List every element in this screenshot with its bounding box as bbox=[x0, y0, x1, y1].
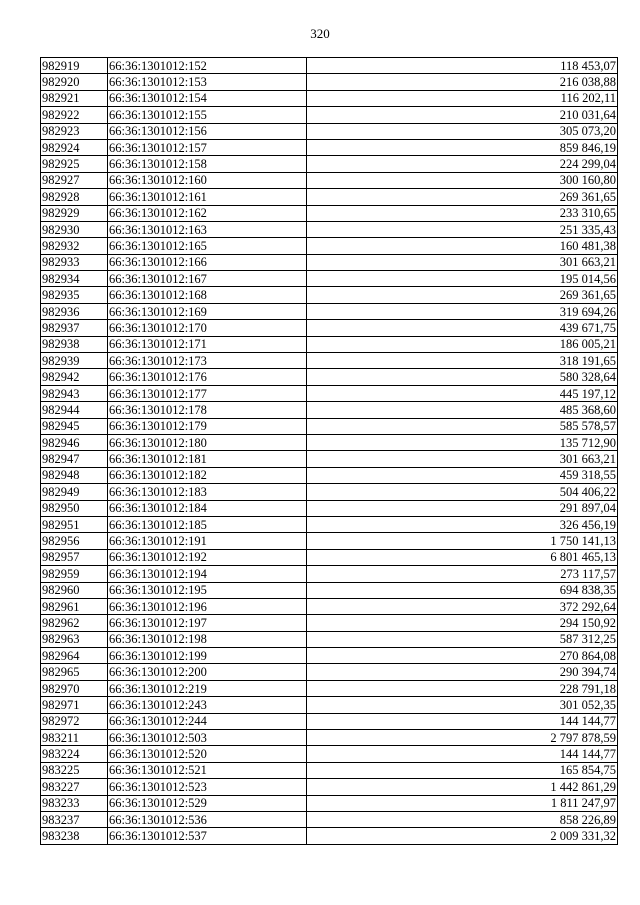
record-id-cell: 982934 bbox=[41, 271, 108, 287]
record-id-cell: 982949 bbox=[41, 484, 108, 500]
page-number: 320 bbox=[310, 26, 330, 41]
value-cell: 318 191,65 bbox=[307, 353, 618, 369]
value-cell: 186 005,21 bbox=[307, 336, 618, 352]
record-id-cell: 983224 bbox=[41, 746, 108, 762]
cadastral-number-cell: 66:36:1301012:173 bbox=[108, 353, 307, 369]
cadastral-number-cell: 66:36:1301012:521 bbox=[108, 762, 307, 778]
table-row bbox=[41, 107, 618, 123]
value-cell: 300 160,80 bbox=[307, 172, 618, 188]
table-row bbox=[41, 139, 618, 155]
record-id-cell: 982933 bbox=[41, 254, 108, 270]
cadastral-number-cell: 66:36:1301012:162 bbox=[108, 205, 307, 221]
cadastral-number-cell: 66:36:1301012:523 bbox=[108, 779, 307, 795]
value-cell: 372 292,64 bbox=[307, 598, 618, 614]
cadastral-number-cell: 66:36:1301012:181 bbox=[108, 451, 307, 467]
value-cell: 301 052,35 bbox=[307, 697, 618, 713]
table-row bbox=[41, 58, 618, 74]
record-id-cell: 982936 bbox=[41, 303, 108, 319]
cadastral-number-cell: 66:36:1301012:163 bbox=[108, 221, 307, 237]
table-row bbox=[41, 434, 618, 450]
cadastral-number-cell: 66:36:1301012:152 bbox=[108, 58, 307, 74]
record-id-cell: 982929 bbox=[41, 205, 108, 221]
record-id-cell: 982959 bbox=[41, 566, 108, 582]
table-row bbox=[41, 353, 618, 369]
value-cell: 216 038,88 bbox=[307, 74, 618, 90]
value-cell: 144 144,77 bbox=[307, 746, 618, 762]
cadastral-number-cell: 66:36:1301012:168 bbox=[108, 287, 307, 303]
record-id-cell: 982965 bbox=[41, 664, 108, 680]
value-cell: 273 117,57 bbox=[307, 566, 618, 582]
record-id-cell: 982932 bbox=[41, 238, 108, 254]
record-id-cell: 982970 bbox=[41, 680, 108, 696]
table-row bbox=[41, 123, 618, 139]
value-cell: 459 318,55 bbox=[307, 467, 618, 483]
cadastral-number-cell: 66:36:1301012:179 bbox=[108, 418, 307, 434]
record-id-cell: 982951 bbox=[41, 516, 108, 532]
value-cell: 580 328,64 bbox=[307, 369, 618, 385]
value-cell: 1 750 141,13 bbox=[307, 533, 618, 549]
cadastral-number-cell: 66:36:1301012:198 bbox=[108, 631, 307, 647]
value-cell: 195 014,56 bbox=[307, 271, 618, 287]
record-id-cell: 982919 bbox=[41, 58, 108, 74]
cadastral-number-cell: 66:36:1301012:153 bbox=[108, 74, 307, 90]
value-cell: 585 578,57 bbox=[307, 418, 618, 434]
record-id-cell: 982922 bbox=[41, 107, 108, 123]
record-id-cell: 982972 bbox=[41, 713, 108, 729]
value-cell: 485 368,60 bbox=[307, 402, 618, 418]
table-row bbox=[41, 762, 618, 778]
cadastral-number-cell: 66:36:1301012:177 bbox=[108, 385, 307, 401]
value-cell: 290 394,74 bbox=[307, 664, 618, 680]
value-cell: 135 712,90 bbox=[307, 434, 618, 450]
value-cell: 6 801 465,13 bbox=[307, 549, 618, 565]
record-id-cell: 982948 bbox=[41, 467, 108, 483]
cadastral-number-cell: 66:36:1301012:529 bbox=[108, 795, 307, 811]
value-cell: 445 197,12 bbox=[307, 385, 618, 401]
table-row bbox=[41, 156, 618, 172]
table-row bbox=[41, 795, 618, 811]
value-cell: 210 031,64 bbox=[307, 107, 618, 123]
value-cell: 587 312,25 bbox=[307, 631, 618, 647]
table-row bbox=[41, 713, 618, 729]
table-row bbox=[41, 549, 618, 565]
cadastral-number-cell: 66:36:1301012:156 bbox=[108, 123, 307, 139]
cadastral-number-cell: 66:36:1301012:200 bbox=[108, 664, 307, 680]
record-id-cell: 982944 bbox=[41, 402, 108, 418]
table-row bbox=[41, 74, 618, 90]
cadastral-number-cell: 66:36:1301012:194 bbox=[108, 566, 307, 582]
data-table bbox=[40, 57, 618, 845]
cadastral-number-cell: 66:36:1301012:180 bbox=[108, 434, 307, 450]
record-id-cell: 982960 bbox=[41, 582, 108, 598]
value-cell: 291 897,04 bbox=[307, 500, 618, 516]
cadastral-number-cell: 66:36:1301012:244 bbox=[108, 713, 307, 729]
value-cell: 251 335,43 bbox=[307, 221, 618, 237]
record-id-cell: 982928 bbox=[41, 189, 108, 205]
record-id-cell: 982957 bbox=[41, 549, 108, 565]
value-cell: 858 226,89 bbox=[307, 811, 618, 827]
cadastral-number-cell: 66:36:1301012:191 bbox=[108, 533, 307, 549]
cadastral-number-cell: 66:36:1301012:171 bbox=[108, 336, 307, 352]
cadastral-number-cell: 66:36:1301012:192 bbox=[108, 549, 307, 565]
table-row bbox=[41, 303, 618, 319]
value-cell: 1 442 861,29 bbox=[307, 779, 618, 795]
cadastral-number-cell: 66:36:1301012:161 bbox=[108, 189, 307, 205]
table-row bbox=[41, 779, 618, 795]
record-id-cell: 982963 bbox=[41, 631, 108, 647]
cadastral-number-cell: 66:36:1301012:185 bbox=[108, 516, 307, 532]
table-row bbox=[41, 582, 618, 598]
cadastral-number-cell: 66:36:1301012:155 bbox=[108, 107, 307, 123]
table-row bbox=[41, 271, 618, 287]
value-cell: 2 797 878,59 bbox=[307, 730, 618, 746]
value-cell: 504 406,22 bbox=[307, 484, 618, 500]
table-row bbox=[41, 254, 618, 270]
table-row bbox=[41, 598, 618, 614]
record-id-cell: 982971 bbox=[41, 697, 108, 713]
data-table-container bbox=[40, 57, 618, 845]
cadastral-number-cell: 66:36:1301012:154 bbox=[108, 90, 307, 106]
value-cell: 301 663,21 bbox=[307, 254, 618, 270]
record-id-cell: 982962 bbox=[41, 615, 108, 631]
cadastral-number-cell: 66:36:1301012:160 bbox=[108, 172, 307, 188]
value-cell: 165 854,75 bbox=[307, 762, 618, 778]
value-cell: 2 009 331,32 bbox=[307, 828, 618, 844]
record-id-cell: 982930 bbox=[41, 221, 108, 237]
table-row bbox=[41, 451, 618, 467]
table-row bbox=[41, 172, 618, 188]
record-id-cell: 982945 bbox=[41, 418, 108, 434]
cadastral-number-cell: 66:36:1301012:537 bbox=[108, 828, 307, 844]
record-id-cell: 982935 bbox=[41, 287, 108, 303]
table-row bbox=[41, 811, 618, 827]
cadastral-number-cell: 66:36:1301012:536 bbox=[108, 811, 307, 827]
record-id-cell: 982946 bbox=[41, 434, 108, 450]
value-cell: 269 361,65 bbox=[307, 189, 618, 205]
record-id-cell: 982947 bbox=[41, 451, 108, 467]
value-cell: 233 310,65 bbox=[307, 205, 618, 221]
table-row bbox=[41, 221, 618, 237]
table-row bbox=[41, 516, 618, 532]
table-row bbox=[41, 746, 618, 762]
value-cell: 301 663,21 bbox=[307, 451, 618, 467]
record-id-cell: 982924 bbox=[41, 139, 108, 155]
cadastral-number-cell: 66:36:1301012:166 bbox=[108, 254, 307, 270]
record-id-cell: 983237 bbox=[41, 811, 108, 827]
record-id-cell: 982938 bbox=[41, 336, 108, 352]
cadastral-number-cell: 66:36:1301012:165 bbox=[108, 238, 307, 254]
cadastral-number-cell: 66:36:1301012:183 bbox=[108, 484, 307, 500]
value-cell: 859 846,19 bbox=[307, 139, 618, 155]
table-row bbox=[41, 680, 618, 696]
cadastral-number-cell: 66:36:1301012:520 bbox=[108, 746, 307, 762]
cadastral-number-cell: 66:36:1301012:196 bbox=[108, 598, 307, 614]
table-row bbox=[41, 90, 618, 106]
cadastral-number-cell: 66:36:1301012:158 bbox=[108, 156, 307, 172]
record-id-cell: 982961 bbox=[41, 598, 108, 614]
value-cell: 160 481,38 bbox=[307, 238, 618, 254]
value-cell: 116 202,11 bbox=[307, 90, 618, 106]
table-row bbox=[41, 467, 618, 483]
value-cell: 694 838,35 bbox=[307, 582, 618, 598]
record-id-cell: 982942 bbox=[41, 369, 108, 385]
cadastral-number-cell: 66:36:1301012:195 bbox=[108, 582, 307, 598]
record-id-cell: 982964 bbox=[41, 648, 108, 664]
value-cell: 326 456,19 bbox=[307, 516, 618, 532]
record-id-cell: 982937 bbox=[41, 320, 108, 336]
table-row bbox=[41, 533, 618, 549]
table-row bbox=[41, 828, 618, 844]
cadastral-number-cell: 66:36:1301012:176 bbox=[108, 369, 307, 385]
value-cell: 1 811 247,97 bbox=[307, 795, 618, 811]
cadastral-number-cell: 66:36:1301012:184 bbox=[108, 500, 307, 516]
record-id-cell: 982921 bbox=[41, 90, 108, 106]
cadastral-number-cell: 66:36:1301012:243 bbox=[108, 697, 307, 713]
cadastral-number-cell: 66:36:1301012:199 bbox=[108, 648, 307, 664]
table-row bbox=[41, 631, 618, 647]
value-cell: 319 694,26 bbox=[307, 303, 618, 319]
table-row bbox=[41, 238, 618, 254]
table-row bbox=[41, 615, 618, 631]
table-row bbox=[41, 664, 618, 680]
value-cell: 439 671,75 bbox=[307, 320, 618, 336]
record-id-cell: 983211 bbox=[41, 730, 108, 746]
record-id-cell: 983233 bbox=[41, 795, 108, 811]
value-cell: 294 150,92 bbox=[307, 615, 618, 631]
table-row bbox=[41, 385, 618, 401]
table-row bbox=[41, 418, 618, 434]
table-row bbox=[41, 320, 618, 336]
cadastral-number-cell: 66:36:1301012:169 bbox=[108, 303, 307, 319]
table-row bbox=[41, 402, 618, 418]
record-id-cell: 982939 bbox=[41, 353, 108, 369]
record-id-cell: 982943 bbox=[41, 385, 108, 401]
cadastral-number-cell: 66:36:1301012:170 bbox=[108, 320, 307, 336]
cadastral-number-cell: 66:36:1301012:219 bbox=[108, 680, 307, 696]
table-row bbox=[41, 336, 618, 352]
table-row bbox=[41, 205, 618, 221]
cadastral-number-cell: 66:36:1301012:157 bbox=[108, 139, 307, 155]
table-body bbox=[41, 58, 618, 845]
value-cell: 224 299,04 bbox=[307, 156, 618, 172]
record-id-cell: 982927 bbox=[41, 172, 108, 188]
cadastral-number-cell: 66:36:1301012:182 bbox=[108, 467, 307, 483]
table-row bbox=[41, 730, 618, 746]
table-row bbox=[41, 189, 618, 205]
record-id-cell: 982956 bbox=[41, 533, 108, 549]
value-cell: 270 864,08 bbox=[307, 648, 618, 664]
record-id-cell: 983227 bbox=[41, 779, 108, 795]
table-row bbox=[41, 566, 618, 582]
cadastral-number-cell: 66:36:1301012:197 bbox=[108, 615, 307, 631]
table-row bbox=[41, 287, 618, 303]
value-cell: 118 453,07 bbox=[307, 58, 618, 74]
table-row bbox=[41, 484, 618, 500]
record-id-cell: 982925 bbox=[41, 156, 108, 172]
record-id-cell: 982923 bbox=[41, 123, 108, 139]
table-row bbox=[41, 648, 618, 664]
table-row bbox=[41, 500, 618, 516]
record-id-cell: 982920 bbox=[41, 74, 108, 90]
value-cell: 269 361,65 bbox=[307, 287, 618, 303]
value-cell: 144 144,77 bbox=[307, 713, 618, 729]
value-cell: 305 073,20 bbox=[307, 123, 618, 139]
record-id-cell: 983225 bbox=[41, 762, 108, 778]
table-row bbox=[41, 369, 618, 385]
cadastral-number-cell: 66:36:1301012:167 bbox=[108, 271, 307, 287]
cadastral-number-cell: 66:36:1301012:178 bbox=[108, 402, 307, 418]
cadastral-number-cell: 66:36:1301012:503 bbox=[108, 730, 307, 746]
value-cell: 228 791,18 bbox=[307, 680, 618, 696]
table-row bbox=[41, 697, 618, 713]
record-id-cell: 982950 bbox=[41, 500, 108, 516]
record-id-cell: 983238 bbox=[41, 828, 108, 844]
